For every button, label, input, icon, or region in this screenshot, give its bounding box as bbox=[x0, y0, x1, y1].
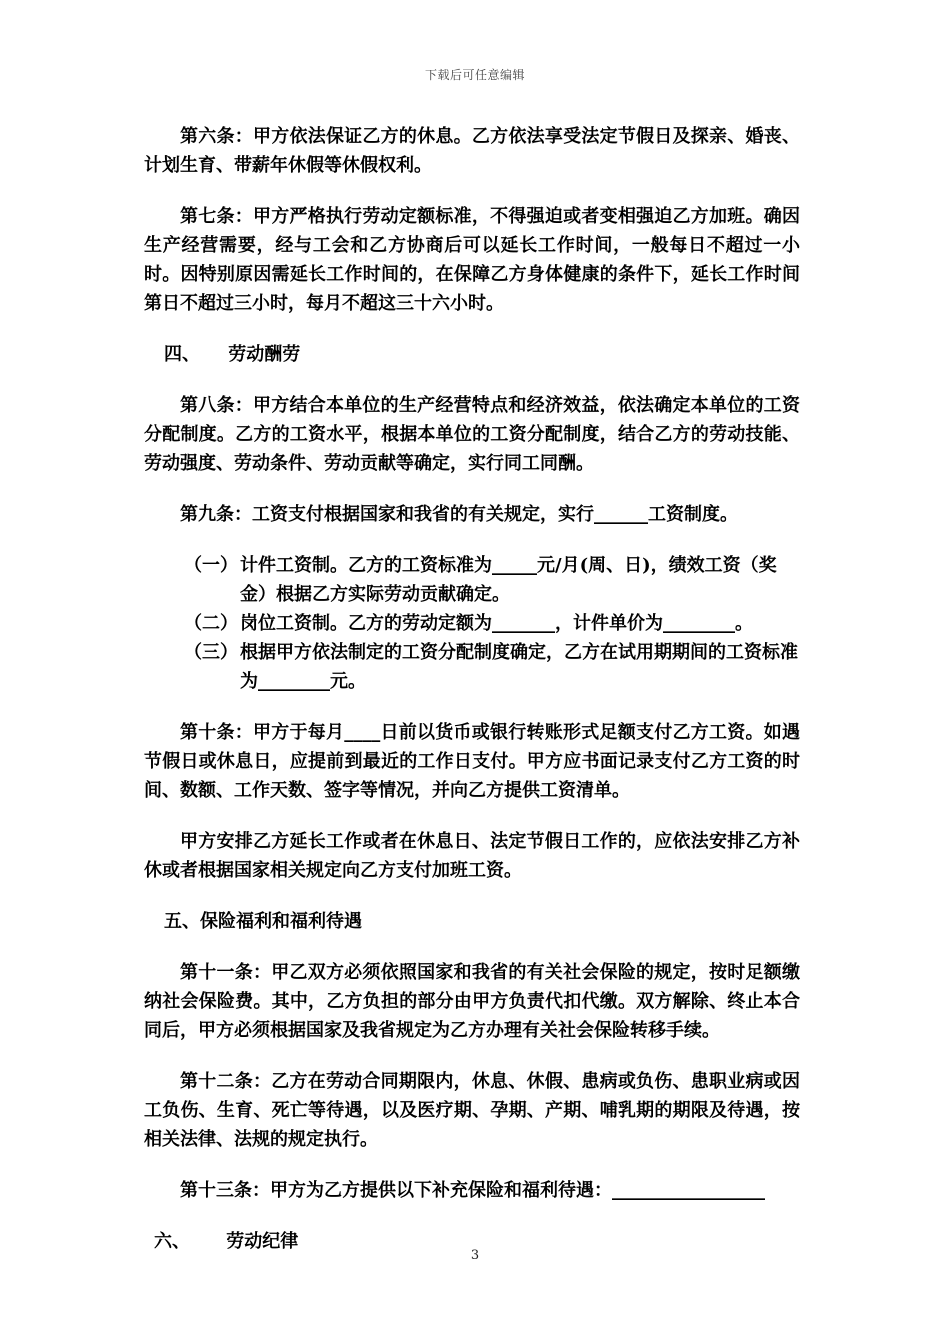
list-item-number: （三） bbox=[184, 642, 238, 663]
list-item-number: （二） bbox=[184, 613, 238, 634]
section-4-title: 劳动酬劳 bbox=[228, 344, 301, 365]
list-item-text: 岗位工资制。乙方的劳动定额为_______，计件单价为________。 bbox=[240, 613, 753, 634]
list-item bbox=[144, 551, 800, 609]
list-item-text: 根据甲方依法制定的工资分配制度确定，乙方在试用期期间的工资标准为________元。 bbox=[240, 642, 798, 692]
section-5-heading: 五、保险福利和福利待遇 bbox=[164, 911, 362, 932]
section-4-number: 四、 bbox=[164, 344, 200, 365]
article-8: 第八条：甲方结合本单位的生产经营特点和经济效益，依法确定本单位的工资分配制度。乙方的工资水平，根据本单位的工资分配制度，结合乙方的劳动技能、劳动强度、劳动条件、劳动贡献等确定，实行同工同酬。 bbox=[144, 395, 800, 474]
list-item-number: （一） bbox=[184, 555, 238, 576]
document-body bbox=[144, 122, 800, 1256]
section-6-number: 六、 bbox=[154, 1231, 190, 1252]
article-6: 第六条：甲方依法保证乙方的休息。乙方依法享受法定节假日及探亲、婚丧、计划生育、带薪年休假等休假权利。 bbox=[144, 126, 800, 176]
list-item bbox=[144, 638, 800, 696]
list-item bbox=[144, 609, 800, 638]
page-header: 下载后可任意编辑 bbox=[424, 68, 525, 82]
article-9: 第九条：工资支付根据国家和我省的有关规定，实行______工资制度。 bbox=[180, 504, 738, 525]
section-4-heading bbox=[144, 340, 800, 369]
list-item-text: 计件工资制。乙方的工资标准为_____元/月(周、日)，绩效工资（奖金）根据乙方实际劳动贡献确定。 bbox=[240, 555, 777, 605]
article-11: 第十一条：甲乙双方必须依照国家和我省的有关社会保险的规定，按时足额缴纳社会保险费。其中，乙方负担的部分由甲方负责代扣代缴。双方解除、终止本合同后，甲方必须根据国家及我省规定为乙方办理有关社会保险转移手续。 bbox=[144, 962, 800, 1041]
section-6-title: 劳动纪律 bbox=[226, 1231, 299, 1252]
article-12: 第十二条：乙方在劳动合同期限内，休息、休假、患病或负伤、患职业病或因工负伤、生育、死亡等待遇，以及医疗期、孕期、产期、哺乳期的期限及待遇，按相关法律、法规的规定执行。 bbox=[144, 1071, 800, 1150]
article-7: 第七条：甲方严格执行劳动定额标准，不得强迫或者变相强迫乙方加班。确因生产经营需要，经与工会和乙方协商后可以延长工作时间，一般每日不超过一小时。因特别原因需延长工作时间的，在保障乙方身体健康的条件下，延长工作时间第日不超过三小时，每月不超这三十六小时。 bbox=[144, 206, 800, 314]
article-13: 第十三条：甲方为乙方提供以下补充保险和福利待遇：_________________ bbox=[180, 1180, 765, 1201]
article-10-overtime: 甲方安排乙方延长工作或者在休息日、法定节假日工作的，应依法安排乙方补休或者根据国家相关规定向乙方支付加班工资。 bbox=[144, 831, 800, 881]
page-number: 3 bbox=[470, 1248, 480, 1263]
article-10: 第十条：甲方于每月____日前以货币或银行转账形式足额支付乙方工资。如遇节假日或休息日，应提前到最近的工作日支付。甲方应书面记录支付乙方工资的时间、数额、工作天数、签字等情况，并向乙方提供工资清单。 bbox=[144, 722, 800, 801]
